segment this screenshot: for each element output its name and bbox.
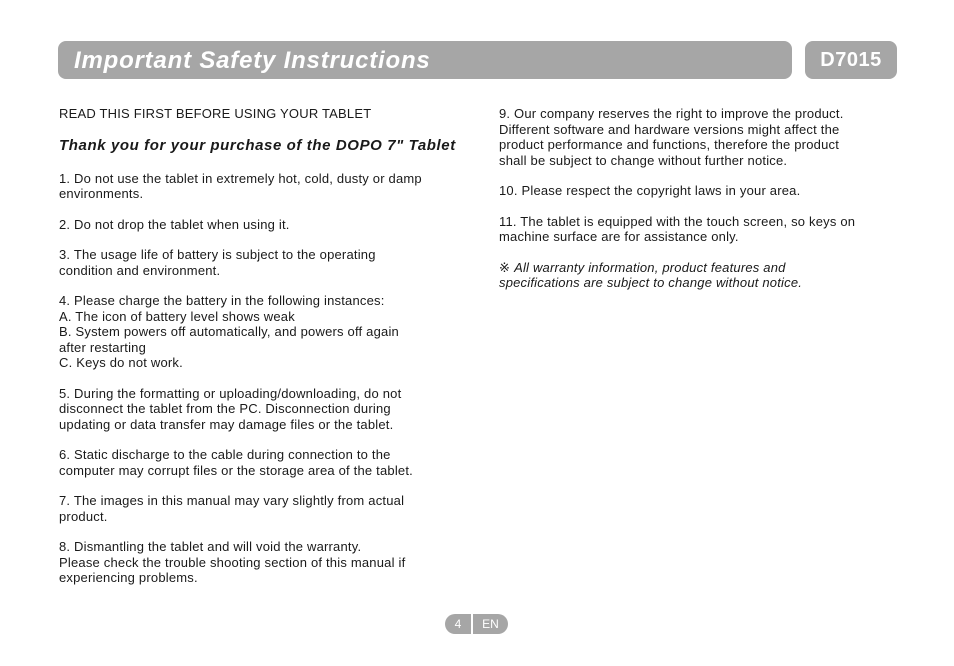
instruction-item-5: 5. During the formatting or uploading/downloading, do not disconnect the tablet from the PC. Disconnection during updating or data transfer may damage files or the tablet.	[59, 385, 402, 432]
page-number: 4	[445, 614, 471, 634]
subheading: Thank you for your purchase of the DOPO 7" Tablet	[59, 136, 456, 154]
instruction-item-3: 3. The usage life of battery is subject to the operating condition and environment.	[59, 247, 376, 278]
language-tag: EN	[473, 614, 508, 634]
model-number: D7015	[820, 49, 882, 71]
page-footer	[445, 614, 508, 634]
instruction-item-10: 10. Please respect the copyright laws in your area.	[499, 183, 801, 198]
right-column	[499, 106, 909, 291]
reference-mark-icon: ※	[499, 259, 511, 275]
instruction-item-8: 8. Dismantling the tablet and will void the warranty. Please check the trouble shooting section of this manual if experiencing problems.	[59, 539, 406, 585]
model-badge	[805, 41, 897, 79]
instruction-item-6: 6. Static discharge to the cable during connection to the computer may corrupt files or the storage area of the tablet.	[59, 447, 413, 478]
instruction-item-1: 1. Do not use the tablet in extremely hot, cold, dusty or damp environments.	[59, 170, 422, 201]
lead-text: READ THIS FIRST BEFORE USING YOUR TABLET	[59, 106, 372, 121]
instruction-item-11: 11. The tablet is equipped with the touch screen, so keys on machine surface are for assistance only.	[499, 213, 856, 244]
instruction-item-9: 9. Our company reserves the right to improve the product. Different software and hardware versions might affect the product performance and functions, therefore the product shall be subject to change without further notice.	[499, 106, 844, 168]
instruction-item-4: 4. Please charge the battery in the following instances: A. The icon of battery level shows weak B. System powers off automatically, and powers off again after restarting C. Keys do not work.	[59, 293, 399, 370]
warranty-note	[499, 260, 909, 291]
warranty-note-text: All warranty information, product features and specifications are subject to change without notice.	[499, 259, 803, 290]
instruction-item-2: 2. Do not drop the tablet when using it.	[59, 216, 290, 232]
header-title-bar	[58, 41, 792, 79]
page-title: Important Safety Instructions	[74, 47, 431, 74]
left-column	[59, 106, 479, 586]
instruction-item-7: 7. The images in this manual may vary slightly from actual product.	[59, 493, 405, 524]
